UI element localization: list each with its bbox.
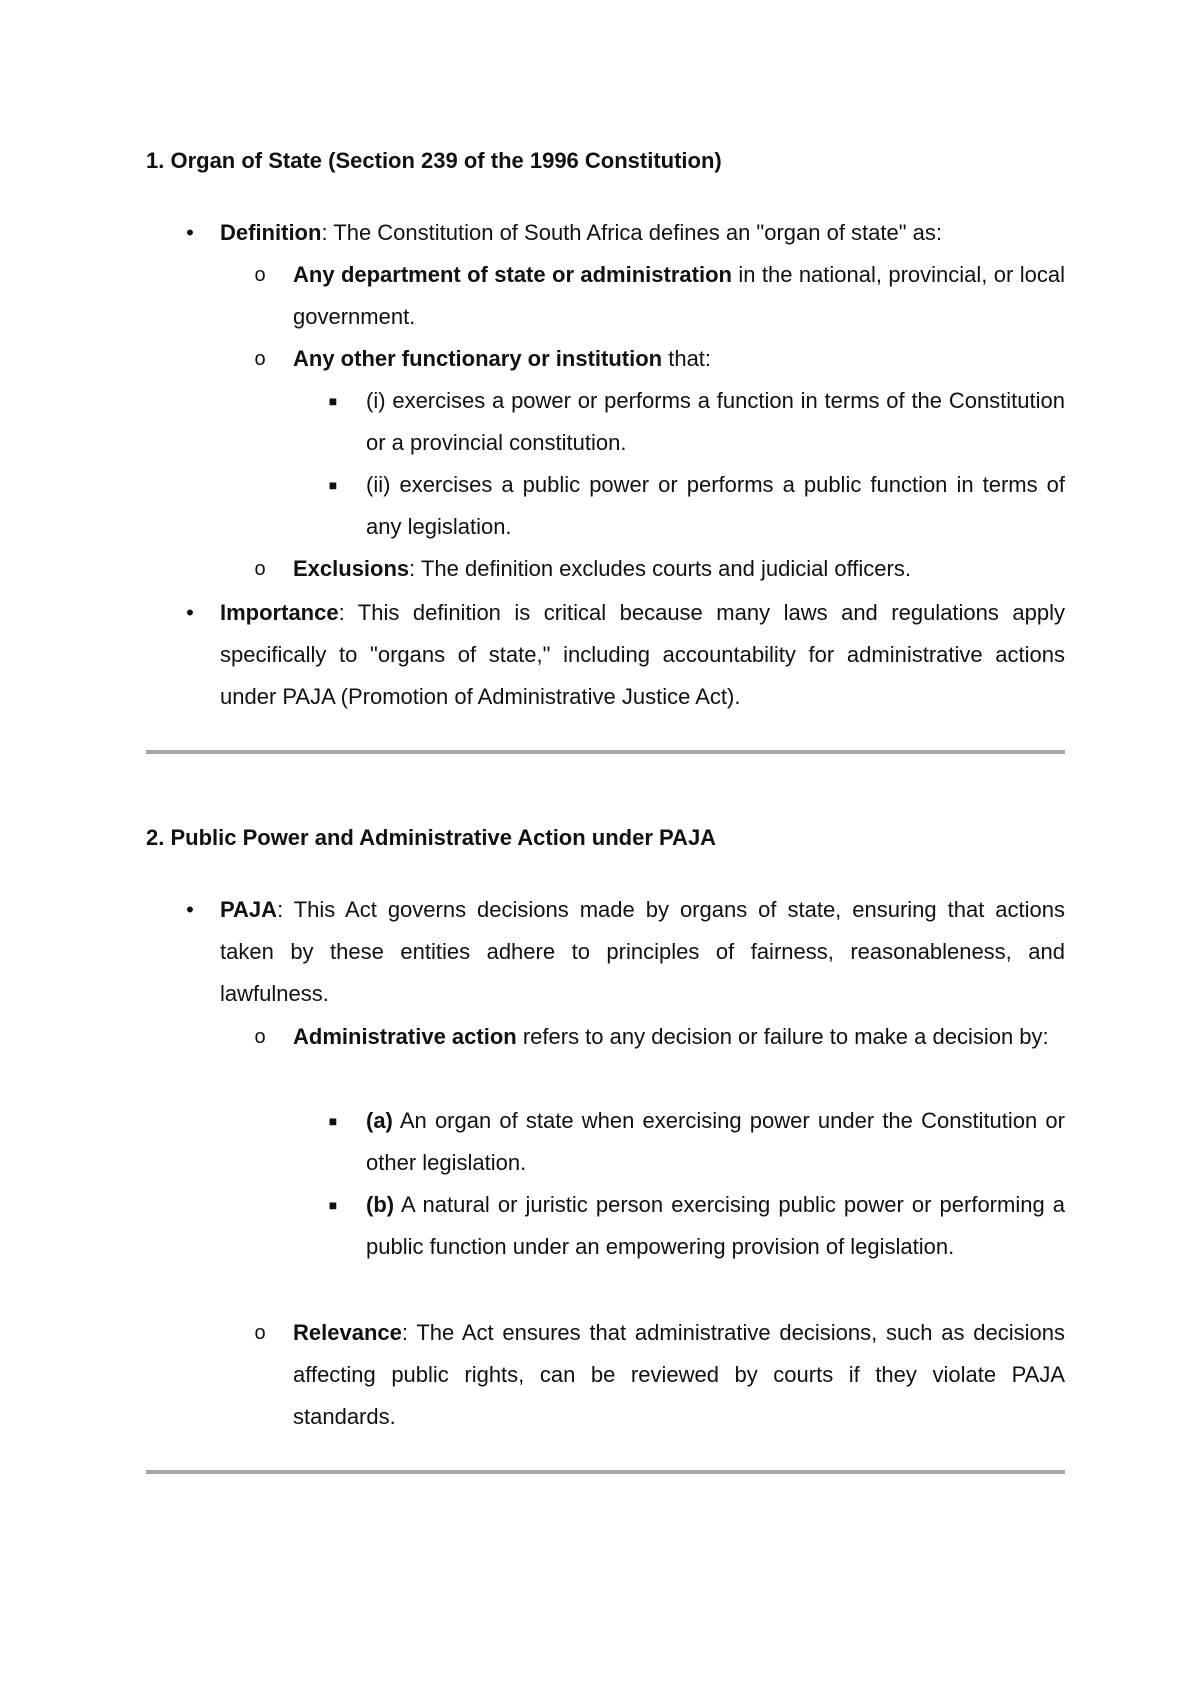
subitem-b <box>366 1184 1065 1268</box>
bullet-square-icon: ■ <box>328 393 338 409</box>
department-text: in the national, provincial, or local government. <box>293 262 1065 329</box>
bullet-circle-icon: o <box>254 264 266 286</box>
department-item <box>293 254 1065 338</box>
functionary-text: that: <box>662 346 712 371</box>
section-2-heading: 2. Public Power and Administrative Action under PAJA <box>146 825 717 850</box>
functionary-label: Any other functionary or institution <box>293 346 663 371</box>
functionary-subitem-i: (i) exercises a power or performs a function in terms of the Constitution or a provincial constitution. <box>366 388 1065 455</box>
relevance-label: Relevance <box>293 1320 402 1345</box>
bullet-circle-icon: o <box>254 1322 266 1344</box>
subitem-a-label: (a) <box>366 1108 393 1133</box>
section-1-heading: 1. Organ of State (Section 239 of the 1996 Constitution) <box>146 148 722 173</box>
importance-text: : This definition is critical because many laws and regulations apply specifically to "organs of state," including accountability for administrative actions under PAJA (Promotion of Administrative Justice Act). <box>220 600 1065 709</box>
bullet-square-icon: ■ <box>328 1197 338 1213</box>
administrative-action-text: refers to any decision or failure to make a decision by: <box>516 1024 1049 1049</box>
paja-text: : This Act governs decisions made by organs of state, ensuring that actions taken by these entities adhere to principles of fairness, reasonableness, and lawfulness. <box>220 897 1065 1006</box>
definition-text: : The Constitution of South Africa defines an "organ of state" as: <box>321 220 943 245</box>
bullet-disc-icon: • <box>186 897 194 922</box>
exclusions-text: : The definition excludes courts and judicial officers. <box>409 556 911 581</box>
importance-item <box>220 592 1065 718</box>
bullet-square-icon: ■ <box>328 1113 338 1129</box>
bullet-disc-icon: • <box>186 220 194 245</box>
bullet-square-icon: ■ <box>328 477 338 493</box>
relevance-text: : The Act ensures that administrative decisions, such as decisions affecting public rights, can be reviewed by courts if they violate PAJA standards. <box>293 1320 1065 1429</box>
administrative-action-item <box>293 1016 1065 1058</box>
relevance-item <box>293 1312 1065 1438</box>
subitem-a-text: An organ of state when exercising power under the Constitution or other legislation. <box>366 1108 1065 1175</box>
paja-item <box>220 889 1065 1015</box>
exclusions-item <box>293 548 1065 590</box>
subitem-b-text: A natural or juristic person exercising public power or performing a public function under an empowering provision of legislation. <box>366 1192 1065 1259</box>
paja-label: PAJA <box>220 897 278 922</box>
subitem-b-label: (b) <box>366 1192 395 1217</box>
functionary-item <box>293 338 1065 380</box>
functionary-subitem-ii: (ii) exercises a public power or performs a public function in terms of any legislation. <box>366 472 1065 539</box>
bullet-circle-icon: o <box>254 348 266 370</box>
exclusions-label: Exclusions <box>293 556 410 581</box>
subitem-a <box>366 1100 1065 1184</box>
bullet-circle-icon: o <box>254 1026 266 1048</box>
horizontal-divider <box>146 750 1065 754</box>
definition-label: Definition <box>220 220 322 245</box>
definition-item <box>220 212 1065 254</box>
bullet-disc-icon: • <box>186 600 194 625</box>
bullet-circle-icon: o <box>254 558 266 580</box>
importance-label: Importance <box>220 600 339 625</box>
horizontal-divider <box>146 1470 1065 1474</box>
department-label: Any department of state or administration <box>293 262 732 287</box>
administrative-action-label: Administrative action <box>293 1024 517 1049</box>
